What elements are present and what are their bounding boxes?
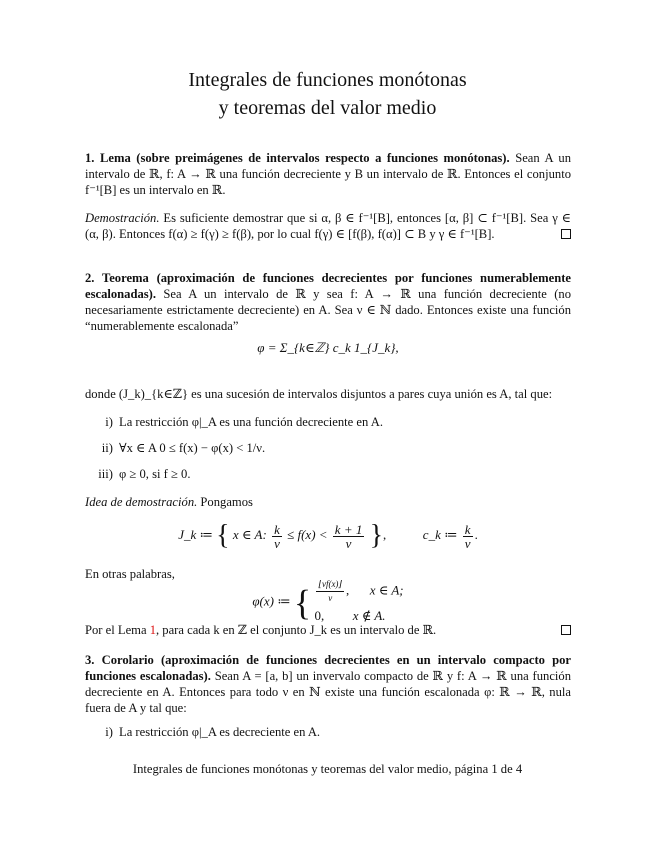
qed-square <box>561 625 571 635</box>
frac-num: k <box>274 521 280 537</box>
eq-j-set: x ∈ A: <box>232 526 267 542</box>
left-brace: { <box>216 520 230 551</box>
cases-brace: { <box>293 582 312 623</box>
porlema-post: , para cada k en ℤ el conjunto J_k es un intervalo de ℝ. <box>156 623 437 637</box>
case-cond-1: x ∈ A; <box>369 582 404 598</box>
teorema-block <box>85 270 571 334</box>
item-number: i) <box>105 415 113 429</box>
idea-block <box>85 494 571 510</box>
equation-phi <box>85 340 571 356</box>
frac-den: ν <box>464 535 471 551</box>
donde-text: donde (J_k)_{k∈ℤ} es una sucesión de intervalos disjuntos a pares cuya unión es A, tal que: <box>85 387 553 401</box>
item-text: La restricción φ|_A es una función decreciente en A. <box>119 415 384 429</box>
list-item <box>85 466 571 482</box>
right-brace: } <box>369 520 384 551</box>
fraction <box>316 578 344 605</box>
fraction <box>333 523 365 550</box>
lema-block <box>85 150 571 198</box>
teorema-text: Sea A un intervalo de ℝ y sea f: A → ℝ una función decreciente (no necesariamente estrictamente decreciente) en A. Sea ν ∈ ℕ dado. Entonces existe una función “numerablemente escalonada” <box>85 287 571 333</box>
lema-ref-link[interactable]: 1 <box>149 623 156 637</box>
list-item <box>85 724 571 740</box>
cases-body: $\frac{⌊\nu f(x)⌋}{\nu}$ , x ∈ A; 0, x ∉ A. <box>314 579 404 623</box>
item-number: i) <box>105 725 113 739</box>
teorema-heading: 2. Teorema (aproximación de funciones decrecientes por funciones numerablemente escalonadas). <box>85 271 571 301</box>
title-line-2: y teoremas del valor medio <box>218 97 437 119</box>
porlema-block <box>85 622 571 638</box>
donde-block <box>85 386 571 402</box>
eq-j-mid: ≤ f(x) < <box>287 526 328 542</box>
item-number: ii) <box>101 441 113 455</box>
page-footer: Integrales de funciones monótonas y teoremas del valor medio, página 1 de 4 <box>132 762 523 776</box>
title-line-1: Integrales de funciones monótonas <box>188 69 467 91</box>
item-text: φ ≥ 0, si f ≥ 0. <box>119 467 191 481</box>
list-item <box>85 414 571 430</box>
item-number: iii) <box>98 467 113 481</box>
demo1-label: Demostración. <box>85 211 160 225</box>
idea-label: Idea de demostración. <box>85 495 198 509</box>
frac-den: ν <box>345 535 352 551</box>
frac-den: ν <box>274 535 280 551</box>
idea-text: Pongamos <box>197 495 253 509</box>
case-zero: 0, <box>314 608 325 623</box>
equation-J: J_k ≔ { x ∈ A: $\frac{k}{\nu}$ ≤ f(x) < $\frac{k + 1}{\nu}$ }, c_k ≔ $\frac{k}{\nu}$ . <box>178 520 478 551</box>
eq-j-lhs: J_k ≔ <box>178 526 213 542</box>
frac-den: ν <box>328 593 333 603</box>
corolario-heading: 3. Corolario (aproximación de funciones decrecientes en un intervalo compacto por funciones escalonadas). <box>85 653 571 683</box>
otras-text: En otras palabras, <box>85 567 175 581</box>
equation-phi-text: φ = Σ_{k∈ℤ} c_k 1_{J_k}, <box>257 340 399 355</box>
list-item <box>85 440 571 456</box>
corolario-text: Sean A = [a, b] un invervalo compacto de ℝ y f: A → ℝ una función decreciente en A. Entonces para todo ν en ℕ existe una función escalonada φ: ℝ → ℝ, nula fuera de A y tal que: <box>85 669 572 715</box>
frac-num: k <box>464 521 471 537</box>
frac-num: ⌊νf(x)⌋ <box>316 578 344 592</box>
eq-case-lhs: φ(x) ≔ <box>252 593 291 609</box>
corolario-block <box>85 652 571 716</box>
frac-num: k + 1 <box>334 521 363 537</box>
qed-square <box>561 229 571 239</box>
fraction <box>272 523 282 550</box>
demo1-block <box>85 210 571 242</box>
fraction <box>463 523 473 550</box>
demo1-text: Es suficiente demostrar que si α, β ∈ f⁻¹[B], entonces [α, β] ⊂ f⁻¹[B]. Sea γ ∈ (α, β). Entonces f(α) ≥ f(γ) ≥ f(β), por lo cual f(γ) ∈ [f(β), f(α)] ⊂ B y γ ∈ f⁻¹[B]. <box>85 211 571 241</box>
item-text: ∀x ∈ A 0 ≤ f(x) − φ(x) < 1/ν. <box>119 441 266 455</box>
item-text: La restricción φ|_A es decreciente en A. <box>119 725 321 739</box>
eq-ck: c_k ≔ <box>422 526 458 542</box>
porlema-pre: Por el Lema <box>85 623 150 637</box>
lema-heading: 1. Lema (sobre preimágenes de intervalos respecto a funciones monótonas). <box>85 151 510 165</box>
lema-text: Sean A un intervalo de ℝ, f: A → ℝ una función decreciente y B un intervalo de ℝ. Entonces el conjunto f⁻¹[B] es un intervalo en ℝ. <box>85 151 572 197</box>
case-cond-2: x ∉ A. <box>352 608 386 623</box>
equation-cases <box>85 578 571 627</box>
